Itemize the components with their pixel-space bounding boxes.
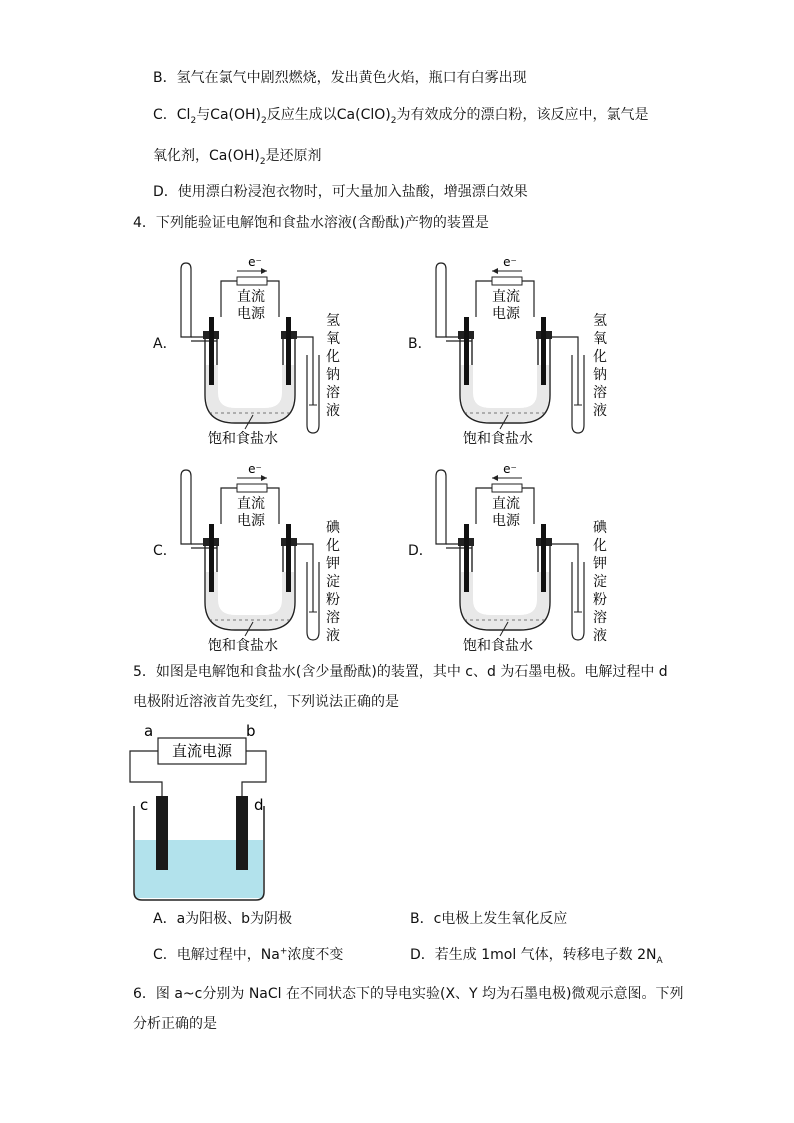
tube-label-char: 氢 [326, 313, 340, 329]
collection-tube [181, 263, 191, 337]
tube-label-char: 氧 [593, 331, 607, 347]
tube-label-char: 粉 [326, 592, 340, 608]
wire-right [267, 488, 279, 524]
power-label-line2: 电源 [237, 513, 265, 529]
power-label-line2: 电源 [492, 306, 520, 322]
electron-arrowhead [261, 475, 267, 481]
q4-apparatus-d [430, 462, 620, 652]
electron-label: e⁻ [248, 255, 262, 269]
brine-liquid [206, 572, 294, 629]
electrode-right [286, 317, 291, 385]
u-tube-inner [472, 544, 538, 616]
electron-label: e⁻ [503, 462, 517, 476]
wire-left [130, 751, 162, 796]
electrode-right [541, 524, 546, 592]
label-d: d [254, 796, 264, 814]
q4-option-letter: A． [153, 336, 177, 352]
label-b: b [246, 722, 256, 740]
brine-liquid [461, 365, 549, 422]
q4-option-letter: C． [153, 543, 177, 559]
wire-left [476, 281, 492, 317]
wire-right [522, 281, 534, 317]
power-label-line1: 直流 [492, 289, 520, 305]
electrode-left [209, 317, 214, 385]
tube-label-char: 化 [593, 538, 607, 554]
u-tube-inner [472, 337, 538, 409]
power-label-line2: 电源 [237, 306, 265, 322]
q6-stem-line1: 6．图 a~c分别为 NaCl 在不同状态下的导电实验(X、Y 均为石墨电极)微观示意图。下列 [133, 986, 684, 1002]
q5-stem-line1: 5．如图是电解饱和食盐水(含少量酚酞)的装置，其中 c、d 为石墨电极。电解过程中 d [133, 664, 668, 680]
wire-left [221, 281, 237, 317]
electrode-d [236, 796, 248, 870]
tube-label-char: 粉 [593, 592, 607, 608]
electron-arrowhead [261, 268, 267, 274]
tube-label-char: 钾 [593, 556, 607, 572]
power-label-line2: 电源 [492, 513, 520, 529]
tube-label-char: 溶 [326, 385, 340, 401]
q4-stem: 4．下列能验证电解饱和食盐水溶液(含酚酞)产物的装置是 [133, 215, 489, 231]
collection-tube [436, 263, 446, 337]
tube-label-char: 钾 [326, 556, 340, 572]
electrode-right [286, 524, 291, 592]
tube-label-char: 氧 [326, 331, 340, 347]
electron-label: e⁻ [503, 255, 517, 269]
collection-tube [181, 470, 191, 544]
tube-label-char: 碘 [593, 520, 607, 536]
electrode-right [541, 317, 546, 385]
outlet-tube [552, 337, 578, 405]
power-label-line1: 直流 [237, 496, 265, 512]
brine-liquid [461, 572, 549, 629]
outlet-tube [552, 544, 578, 612]
tube-label-char: 化 [593, 349, 607, 365]
tube-label-char: 液 [326, 628, 340, 644]
electrode-left [464, 317, 469, 385]
brine-label: 饱和食盐水 [463, 431, 533, 445]
electrode-c [156, 796, 168, 870]
u-tube-inner [217, 337, 283, 409]
label-c: c [140, 796, 149, 814]
q5-option-a: A．a为阳极、b为阴极 [153, 911, 293, 927]
wire-right [522, 488, 534, 524]
power-supply-label: 直流电源 [171, 742, 233, 760]
q5-stem-line2: 电极附近溶液首先变红，下列说法正确的是 [133, 694, 399, 710]
q4-apparatus-c [175, 462, 365, 652]
resistor [492, 277, 522, 285]
q3-option-c: C．$Cl_2$与$Ca(OH)_2$反应生成以$Ca(ClO)_2$为有效成分的漂白粉，该反应中，氯气是 [153, 107, 649, 126]
outlet-tube [297, 337, 313, 405]
q4-option-letter: D． [408, 543, 433, 559]
q4-apparatus-a [175, 255, 365, 445]
outlet-tube [297, 544, 313, 612]
collection-tube [436, 470, 446, 544]
brine-label: 饱和食盐水 [208, 638, 278, 652]
brine-label: 饱和食盐水 [208, 431, 278, 445]
electron-arrowhead [492, 475, 498, 481]
tube-label-char: 溶 [326, 610, 340, 626]
tube-label-char: 淀 [326, 574, 340, 590]
q5-electrolysis-diagram [120, 720, 280, 905]
q5-option-b: B．c电极上发生氧化反应 [410, 911, 568, 927]
tube-label-char: 液 [326, 403, 340, 419]
tube-label-char: 淀 [593, 574, 607, 590]
u-tube-inner [217, 544, 283, 616]
electrode-left [464, 524, 469, 592]
tube-label-char: 氢 [593, 313, 607, 329]
tube-label-char: 钠 [326, 367, 340, 383]
q3-option-d: D．使用漂白粉浸泡衣物时，可大量加入盐酸，增强漂白效果 [153, 184, 528, 200]
resistor [237, 484, 267, 492]
q5-option-d: D．若生成 1mol 气体，转移电子数 $2N_A$ [410, 947, 663, 966]
tube-label-char: 钠 [593, 367, 607, 383]
electron-label: e⁻ [248, 462, 262, 476]
q6-stem-line2: 分析正确的是 [133, 1016, 217, 1032]
tube-label-char: 溶 [593, 385, 607, 401]
power-label-line1: 直流 [237, 289, 265, 305]
tube-label-char: 溶 [593, 610, 607, 626]
electrode-left [209, 524, 214, 592]
brine-label: 饱和食盐水 [463, 638, 533, 652]
tube-label-char: 化 [326, 538, 340, 554]
q5-option-c: C．电解过程中，Na+浓度不变 [153, 946, 344, 963]
tube-label-char: 化 [326, 349, 340, 365]
label-a: a [144, 722, 154, 740]
resistor [492, 484, 522, 492]
tube-label-char: 液 [593, 628, 607, 644]
power-label-line1: 直流 [492, 496, 520, 512]
tube-label-char: 液 [593, 403, 607, 419]
electron-arrowhead [492, 268, 498, 274]
brine-liquid [206, 365, 294, 422]
q3-option-b: B．氢气在氯气中剧烈燃烧，发出黄色火焰，瓶口有白雾出现 [153, 70, 527, 86]
wire-right [267, 281, 279, 317]
q4-option-letter: B． [408, 336, 432, 352]
wire-left [221, 488, 237, 524]
tube-label-char: 碘 [326, 520, 340, 536]
resistor [237, 277, 267, 285]
wire-left [476, 488, 492, 524]
q4-apparatus-b [430, 255, 620, 445]
q3-option-c-cont: 氧化剂，$Ca(OH)_2$是还原剂 [153, 148, 322, 167]
